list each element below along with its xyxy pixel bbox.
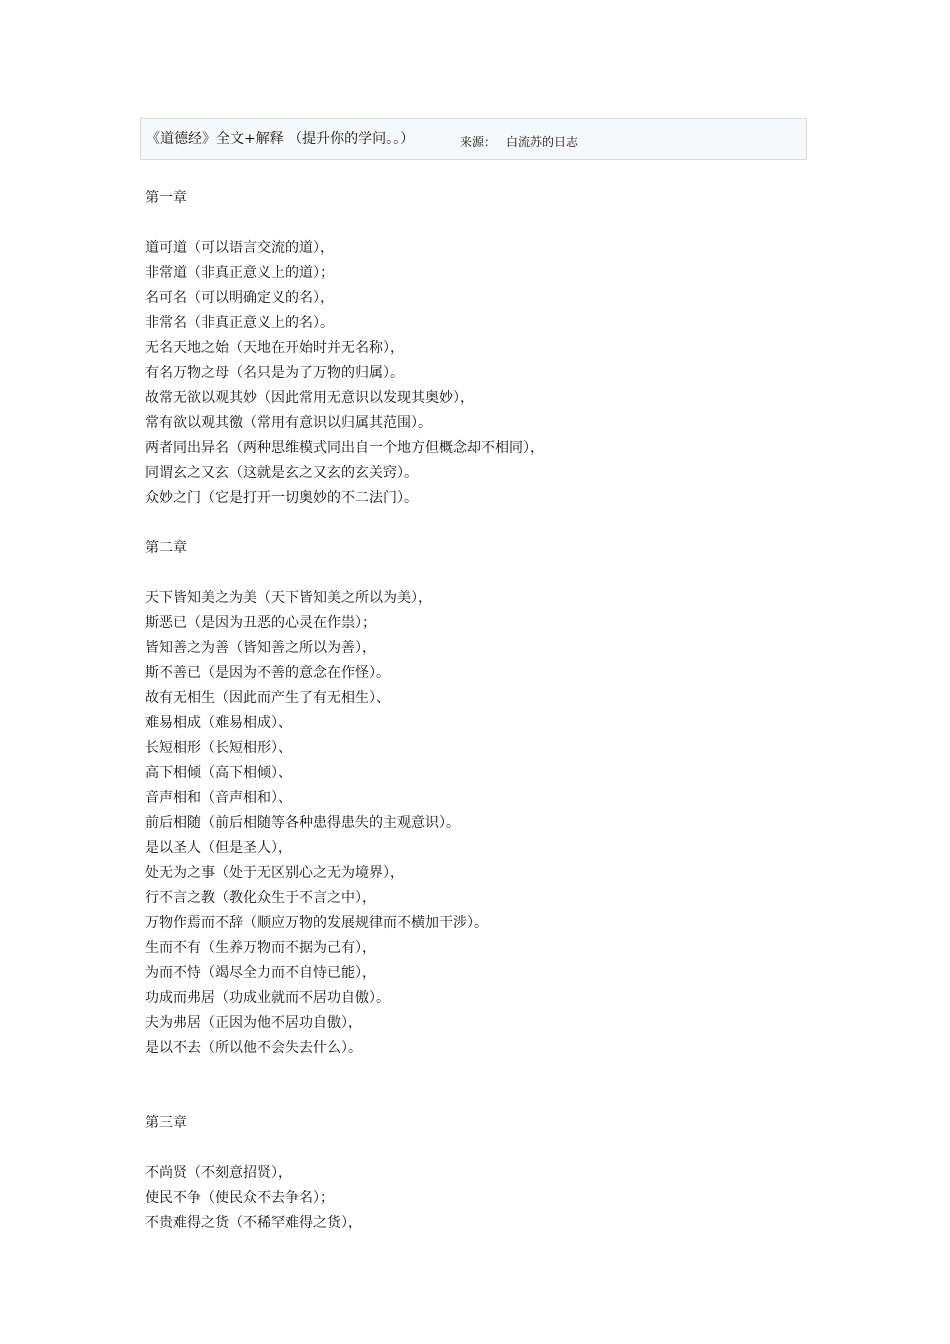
chapter-title: 第三章 [145, 1115, 187, 1131]
text-line: 非常道（非真正意义上的道）； [145, 265, 334, 281]
text-line: 天下皆知美之为美（天下皆知美之所以为美）， [145, 590, 432, 606]
text-line: 夫为弗居（正因为他不居功自傲）， [145, 1015, 362, 1031]
text-line: 音声相和（音声相和）、 [145, 790, 292, 806]
text-line: 长短相形（长短相形）、 [145, 740, 292, 756]
text-line: 使民不争（使民众不去争名）； [145, 1190, 334, 1206]
text-line: 不尚贤（不刻意招贤）， [145, 1165, 292, 1181]
text-line: 众妙之门（它是打开一切奥妙的不二法门）。 [145, 490, 418, 506]
chapter-3 [145, 1111, 845, 1236]
text-line: 有名万物之母（名只是为了万物的归属）。 [145, 365, 404, 381]
source-label: 来源： [460, 135, 497, 149]
text-line: 常有欲以观其徼（常用有意识以归属其范围）。 [145, 415, 432, 431]
text-line: 两者同出异名（两种思维模式同出自一个地方但概念却不相同）， [145, 440, 544, 456]
text-line: 生而不有（生养万物而不据为己有）， [145, 940, 376, 956]
text-line: 高下相倾（高下相倾）、 [145, 765, 292, 781]
text-line: 是以不去（所以他不会失去什么）。 [145, 1040, 362, 1056]
text-line: 故有无相生（因此而产生了有无相生）、 [145, 690, 390, 706]
text-line: 故常无欲以观其妙（因此常用无意识以发现其奥妙）， [145, 390, 474, 406]
text-line: 前后相随（前后相随等各种患得患失的主观意识）。 [145, 815, 460, 831]
text-line: 无名天地之始（天地在开始时并无名称）， [145, 340, 404, 356]
chapter-1 [145, 186, 845, 511]
text-line: 皆知善之为善（皆知善之所以为善）， [145, 640, 376, 656]
text-line: 难易相成（难易相成）、 [145, 715, 292, 731]
text-line: 功成而弗居（功成业就而不居功自傲）。 [145, 990, 390, 1006]
source-link[interactable]: 白流苏的日志 [506, 135, 579, 149]
text-line: 道可道（可以语言交流的道）， [145, 240, 334, 256]
article-title: 《道德经》全文+解释 （提升你的学问。。） [146, 131, 415, 147]
text-line: 同谓玄之又玄（这就是玄之又玄的玄关窍）。 [145, 465, 418, 481]
text-line: 为而不恃（竭尽全力而不自恃已能）， [145, 965, 376, 981]
text-line: 万物作焉而不辞（顺应万物的发展规律而不横加干涉）。 [145, 915, 488, 931]
text-line: 是以圣人（但是圣人）， [145, 840, 292, 856]
article-body [145, 186, 845, 1236]
text-line: 行不言之教（教化众生于不言之中）， [145, 890, 376, 906]
text-line: 斯恶已（是因为丑恶的心灵在作祟）； [145, 615, 376, 631]
text-line: 不贵难得之货（不稀罕难得之货）， [145, 1215, 362, 1231]
text-line: 非常名（非真正意义上的名）。 [145, 315, 334, 331]
chapter-title: 第二章 [145, 540, 187, 556]
text-line: 斯不善已（是因为不善的意念在作怪）。 [145, 665, 390, 681]
text-line: 处无为之事（处于无区别心之无为境界）， [145, 865, 404, 881]
chapter-title: 第一章 [145, 190, 187, 206]
text-line: 名可名（可以明确定义的名）， [145, 290, 334, 306]
chapter-2 [145, 536, 845, 1061]
article-header [140, 118, 807, 160]
